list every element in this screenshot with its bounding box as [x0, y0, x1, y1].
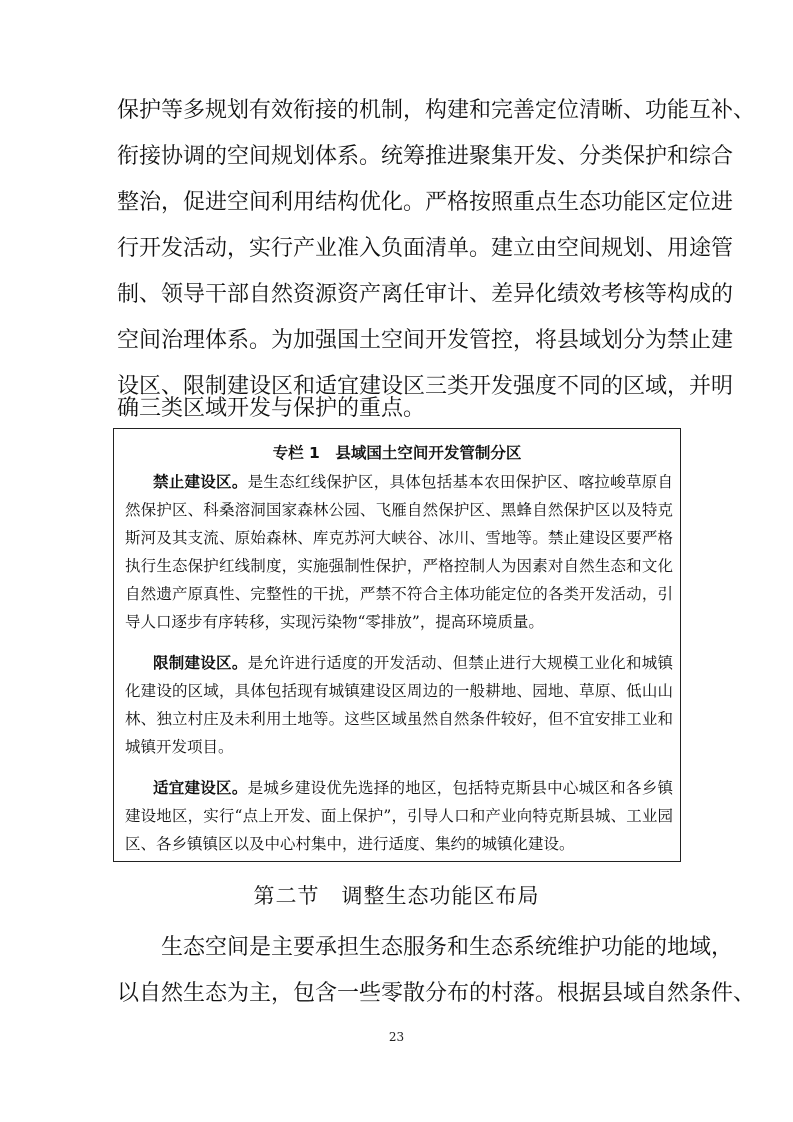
paragraph-line: 确三类区域开发与保护的重点。 [117, 396, 426, 421]
section-paragraph-line: 生态空间是主要承担生态服务和生态系统维护功能的地域， [161, 935, 734, 960]
box-line: 城镇开发项目。 [125, 738, 234, 756]
suitable-zone-first-line [153, 778, 673, 798]
prohibited-zone-text: 是生态红线保护区，具体包括基本农田保护区、喀拉峻草原自 [247, 473, 673, 491]
box-line: 建设地区，实行“点上开发、面上保护”，引导人口和产业向特克斯县城、工业园 [125, 807, 673, 825]
suitable-zone-text: 是城乡建设优先选择的地区，包括特克斯县中心城区和各乡镇 [247, 779, 673, 797]
box-line: 林、独立村庄及未利用土地等。这些区域虽然自然条件较好，但不宜安排工业和 [125, 710, 673, 728]
restricted-zone-text: 是允许进行适度的开发活动、但禁止进行大规模工业化和城镇 [247, 654, 673, 672]
paragraph-line: 设区、限制建设区和适宜建设区三类开发强度不同的区域，并明 [117, 374, 734, 399]
paragraph-line: 保护等多规划有效衔接的机制，构建和完善定位清晰、功能互补、 [117, 98, 756, 123]
box-line: 导人口逐步有序转移，实现污染物“零排放”，提高环境质量。 [125, 613, 544, 631]
box-line: 自然遗产原真性、完整性的干扰，严禁不符合主体功能定位的各类开发活动，引 [125, 585, 673, 603]
paragraph-line: 行开发活动，实行产业准入负面清单。建立由空间规划、用途管 [117, 236, 734, 261]
box-line: 区、各乡镇镇区以及中心村集中，进行适度、集约的城镇化建设。 [125, 835, 575, 853]
prohibited-zone-heading: 禁止建设区。 [153, 473, 248, 491]
paragraph-line: 空间治理体系。为加强国土空间开发管控，将县域划分为禁止建 [117, 328, 734, 353]
box-line: 化建设的区域，具体包括现有城镇建设区周边的一般耕地、园地、草原、低山山 [125, 682, 673, 700]
section-paragraph-line: 以自然生态为主，包含一些零散分布的村落。根据县域自然条件、 [117, 981, 756, 1006]
paragraph-line: 制、领导干部自然资源资产离任审计、差异化绩效考核等构成的 [117, 282, 734, 307]
column-box-title: 专栏 1 县域国土空间开发管制分区 [272, 444, 522, 462]
suitable-zone-heading: 适宜建设区。 [153, 779, 248, 797]
restricted-zone-heading: 限制建设区。 [153, 654, 248, 672]
restricted-zone-first-line [153, 653, 673, 673]
prohibited-zone-first-line [153, 472, 673, 492]
box-line: 然保护区、科桑溶洞国家森林公园、飞雁自然保护区、黑蜂自然保护区以及特克 [125, 501, 673, 519]
paragraph-line: 整治，促进空间利用结构优化。严格按照重点生态功能区定位进 [117, 190, 734, 215]
box-line: 执行生态保护红线制度，实施强制性保护，严格控制人为因素对自然生态和文化 [125, 557, 673, 575]
page-number: 23 [388, 1030, 405, 1044]
box-line: 斯河及其支流、原始森林、库克苏河大峡谷、冰川、雪地等。禁止建设区要严格 [125, 529, 673, 547]
section-title: 第二节 调整生态功能区布局 [253, 884, 540, 908]
paragraph-line: 衔接协调的空间规划体系。统筹推进聚集开发、分类保护和综合 [117, 144, 734, 169]
